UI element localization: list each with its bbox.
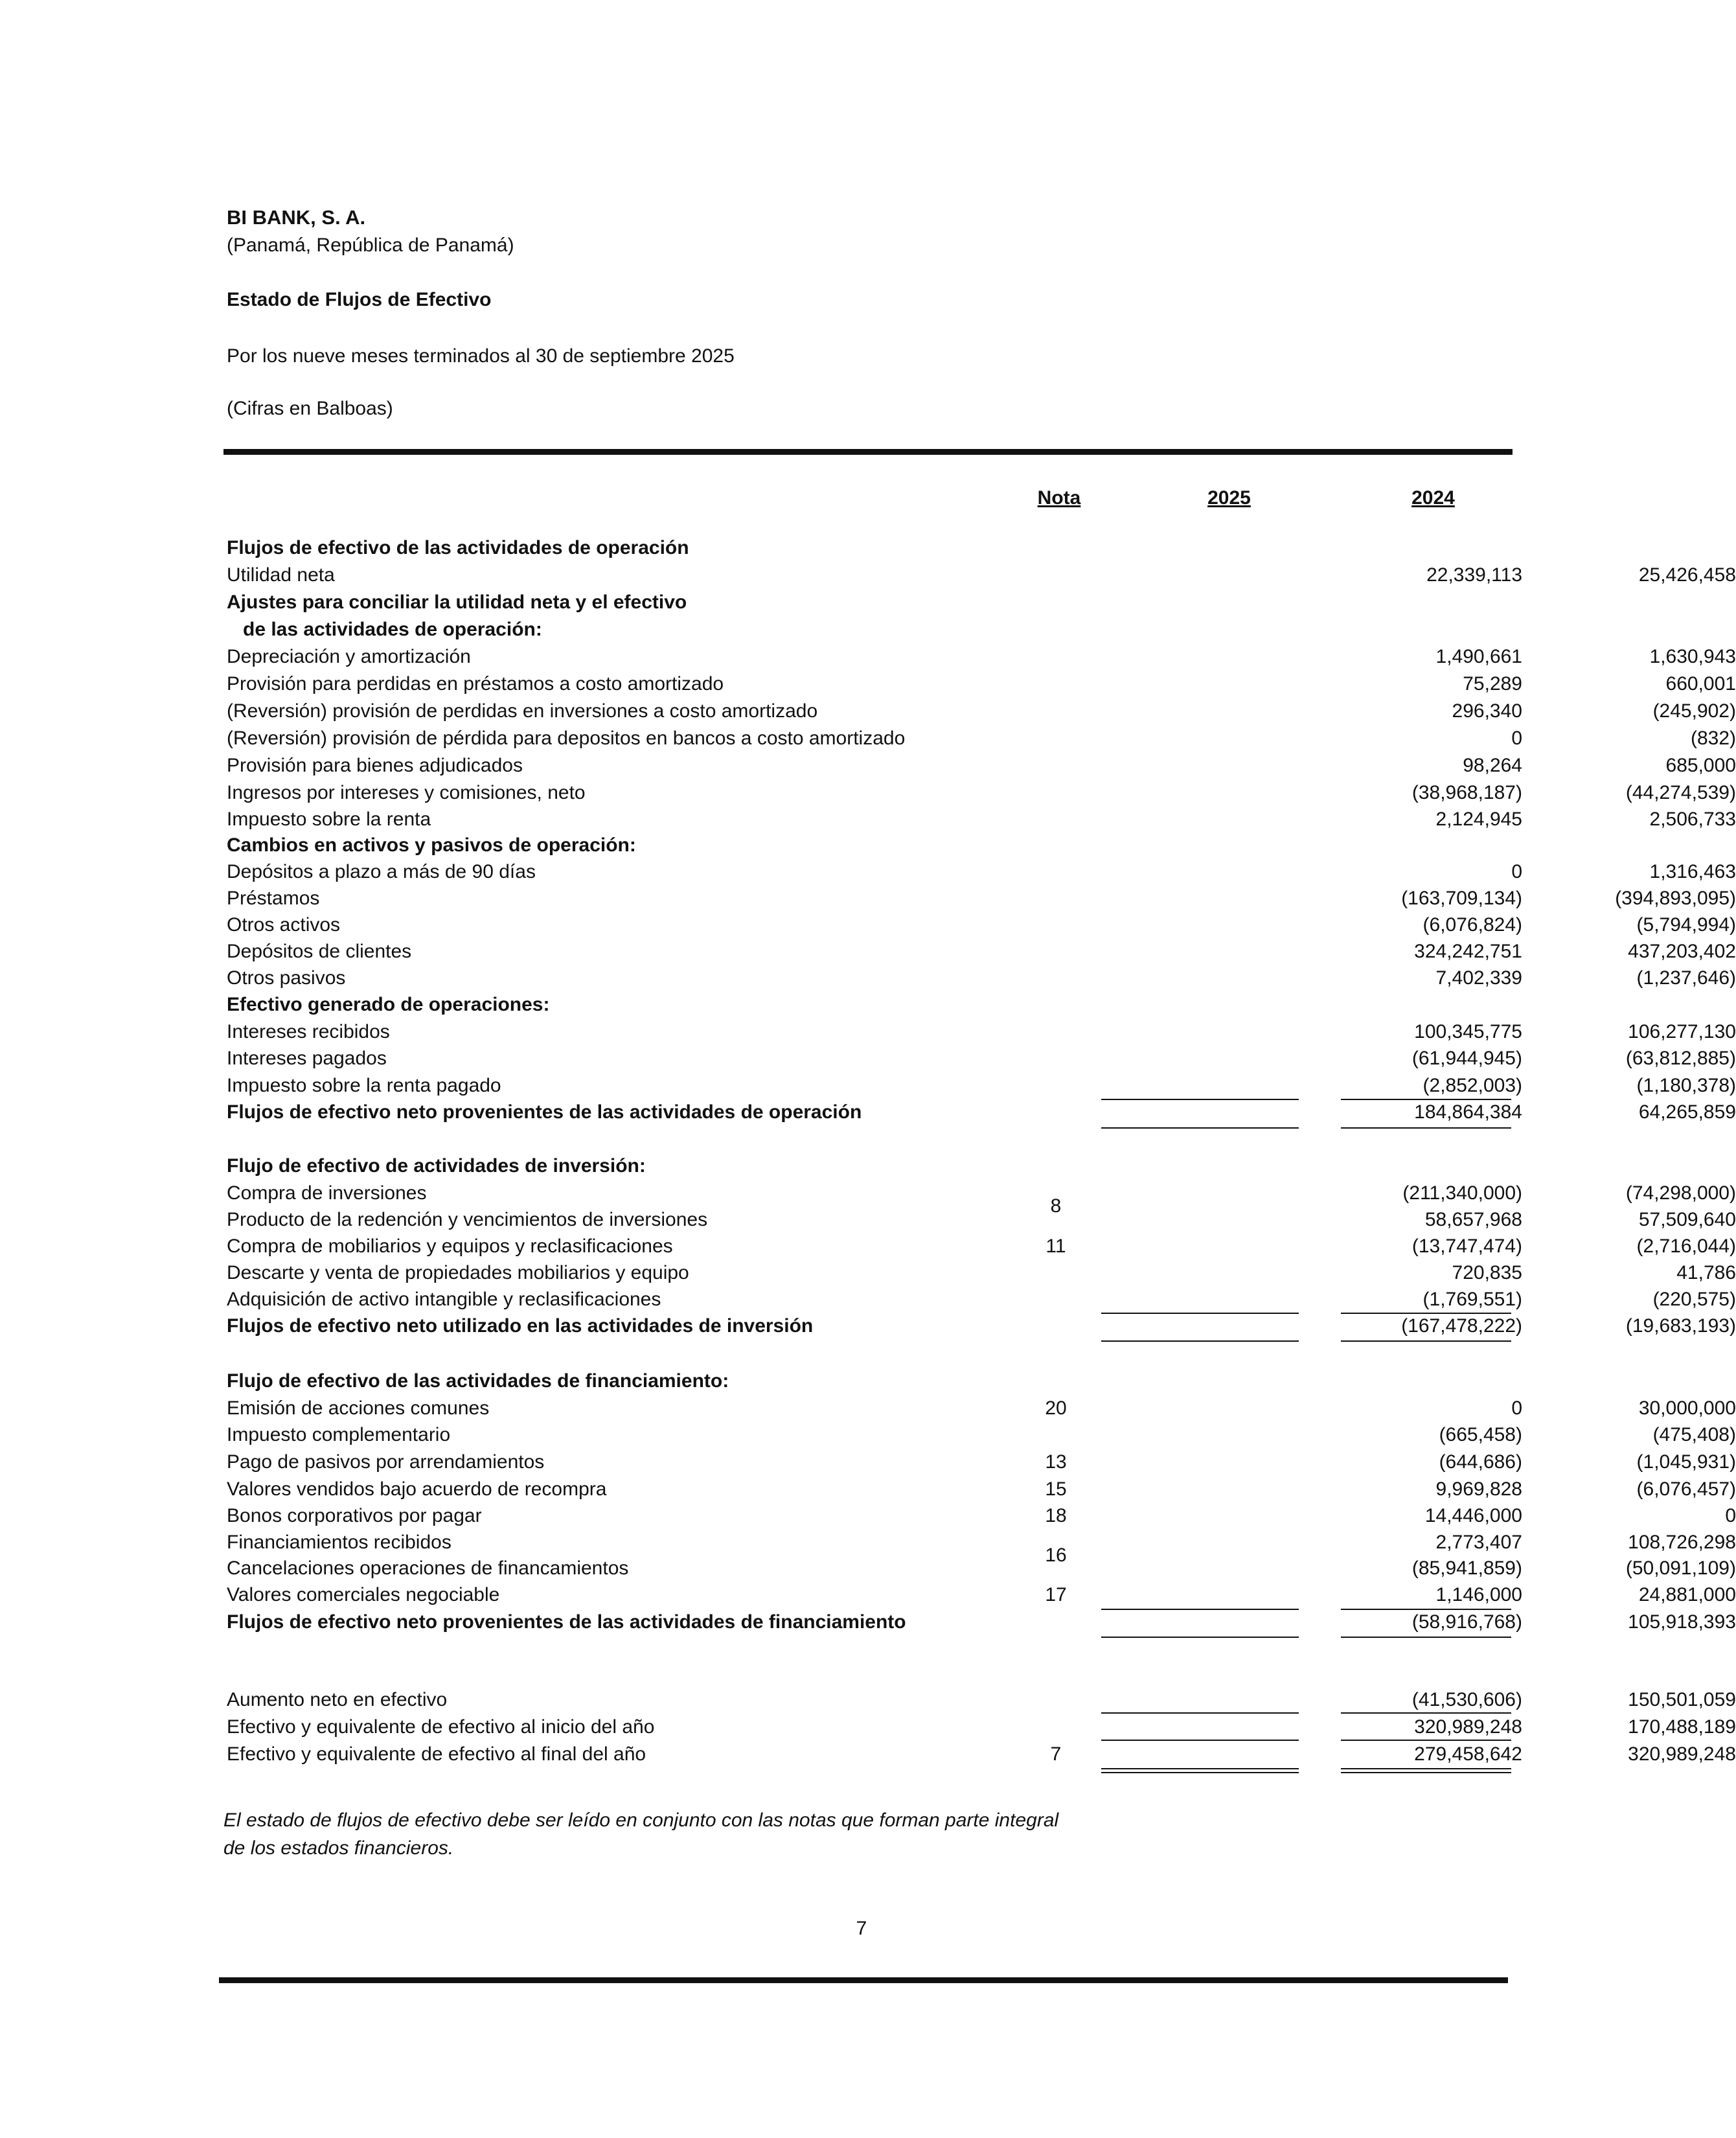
total-rule — [1101, 1340, 1299, 1342]
total-rule — [1341, 1768, 1511, 1769]
table-row: Financiamientos recibidos 2,773,407 108,726,298 — [227, 1532, 1736, 1553]
table-row: Descarte y venta de propiedades mobiliarios y equipo 720,835 41,786 — [227, 1262, 1736, 1283]
subtotal-rule — [1101, 1740, 1299, 1741]
section-operating-title: Flujos de efectivo de las actividades de operación — [227, 537, 689, 558]
footnote-line: El estado de flujos de efectivo debe ser leído en conjunto con las notas que forman parte integral — [223, 1810, 1059, 1831]
table-row: Intereses recibidos 100,345,775 106,277,130 — [227, 1021, 1736, 1042]
statement-period: Por los nueve meses terminados al 30 de septiembre 2025 — [227, 345, 735, 367]
section-investing-title: Flujo de efectivo de actividades de inversión: — [227, 1155, 646, 1177]
column-header-2024: 2024 — [1411, 487, 1455, 509]
total-row-operating: Flujos de efectivo neto provenientes de las actividades de operación 184,864,384 64,265,859 — [227, 1101, 1736, 1123]
section-financing-title: Flujo de efectivo de las actividades de financiamiento: — [227, 1370, 729, 1392]
statement-title: Estado de Flujos de Efectivo — [227, 289, 492, 310]
table-row: Compra de mobiliarios y equipos y reclasificaciones 11 (13,747,474) (2,716,044) — [227, 1236, 1736, 1257]
subsection-generated-title: Efectivo generado de operaciones: — [227, 994, 550, 1015]
total-rule — [1341, 1340, 1511, 1342]
table-row: Otros pasivos 7,402,339 (1,237,646) — [227, 967, 1736, 989]
table-row: Préstamos (163,709,134) (394,893,095) — [227, 888, 1736, 909]
subsection-changes-title: Cambios en activos y pasivos de operación: — [227, 834, 636, 856]
double-total-rule — [1101, 1772, 1299, 1773]
company-name: BI BANK, S. A. — [227, 206, 366, 229]
company-location: (Panamá, República de Panamá) — [227, 235, 514, 256]
table-row: Aumento neto en efectivo (41,530,606) 150,501,059 — [227, 1689, 1736, 1710]
column-header-2025: 2025 — [1207, 487, 1251, 509]
table-row: Cancelaciones operaciones de financamientos (85,941,859) (50,091,109) — [227, 1558, 1736, 1579]
table-row: Utilidad neta 22,339,113 25,426,458 — [227, 564, 1736, 586]
bottom-rule — [219, 1977, 1508, 1983]
table-row: Intereses pagados (61,944,945) (63,812,885) — [227, 1048, 1736, 1069]
subtotal-rule — [1101, 1712, 1299, 1714]
subtotal-rule — [1341, 1712, 1511, 1714]
subtotal-rule — [1341, 1740, 1511, 1741]
table-row: Provisión para perdidas en préstamos a costo amortizado 75,289 660,001 — [227, 673, 1736, 695]
footnote-line: de los estados financieros. — [223, 1837, 454, 1859]
table-row: Depósitos de clientes 324,242,751 437,203,402 — [227, 941, 1736, 962]
table-row: Depreciación y amortización 1,490,661 1,630,943 — [227, 646, 1736, 667]
table-row: Efectivo y equivalente de efectivo al inicio del año 320,989,248 170,488,189 — [227, 1716, 1736, 1738]
total-row-financing: Flujos de efectivo neto provenientes de las actividades de financiamiento (58,916,768) 105,918,393 — [227, 1611, 1736, 1633]
table-row: Pago de pasivos por arrendamientos 13 (644,686) (1,045,931) — [227, 1451, 1736, 1473]
total-rule — [1101, 1637, 1299, 1638]
table-row: Provisión para bienes adjudicados 98,264 685,000 — [227, 755, 1736, 776]
total-rule — [1101, 1768, 1299, 1769]
table-row: Compra de inversiones (211,340,000) (74,298,000) — [227, 1182, 1736, 1204]
table-row: Bonos corporativos por pagar 18 14,446,000 0 — [227, 1505, 1736, 1526]
footnote — [223, 1806, 1195, 1862]
table-row: Depósitos a plazo a más de 90 días 0 1,316,463 — [227, 861, 1736, 882]
page-number: 7 — [856, 1918, 867, 1939]
table-row: Ingresos por intereses y comisiones, neto (38,968,187) (44,274,539) — [227, 782, 1736, 803]
table-row: Valores vendidos bajo acuerdo de recompra 15 9,969,828 (6,076,457) — [227, 1478, 1736, 1500]
subsection-adjustments-title: Ajustes para conciliar la utilidad neta y el efectivo — [227, 592, 687, 613]
table-row: Impuesto complementario (665,458) (475,408) — [227, 1424, 1736, 1445]
top-rule — [223, 449, 1513, 455]
table-row: Impuesto sobre la renta pagado (2,852,003) (1,180,378) — [227, 1075, 1736, 1096]
table-row: Emisión de acciones comunes 20 0 30,000,000 — [227, 1397, 1736, 1419]
total-row-investing: Flujos de efectivo neto utilizado en las actividades de inversión (167,478,222) (19,683,193) — [227, 1315, 1736, 1337]
double-total-rule — [1341, 1772, 1511, 1773]
column-header-nota: Nota — [1037, 487, 1081, 509]
table-row: (Reversión) provisión de pérdida para depositos en bancos a costo amortizado 0 (832) — [227, 728, 1736, 749]
total-rule — [1101, 1127, 1299, 1129]
table-row: Efectivo y equivalente de efectivo al final del año 7 279,458,642 320,989,248 — [227, 1743, 1736, 1765]
table-row: Adquisición de activo intangible y reclasificaciones (1,769,551) (220,575) — [227, 1289, 1736, 1310]
currency-units: (Cifras en Balboas) — [227, 398, 393, 419]
table-row: Producto de la redención y vencimientos de inversiones 58,657,968 57,509,640 — [227, 1209, 1736, 1230]
table-row: Impuesto sobre la renta 2,124,945 2,506,733 — [227, 809, 1736, 830]
total-rule — [1341, 1127, 1511, 1129]
subsection-adjustments-title-line2: de las actividades de operación: — [243, 619, 542, 640]
table-row: Otros activos (6,076,824) (5,794,994) — [227, 914, 1736, 936]
table-row: (Reversión) provisión de perdidas en inversiones a costo amortizado 296,340 (245,902) — [227, 700, 1736, 722]
note-reference: 8 — [1050, 1195, 1062, 1217]
note-reference: 16 — [1045, 1545, 1067, 1566]
table-row: Valores comerciales negociable 17 1,146,000 24,881,000 — [227, 1584, 1736, 1605]
total-rule — [1341, 1637, 1511, 1638]
